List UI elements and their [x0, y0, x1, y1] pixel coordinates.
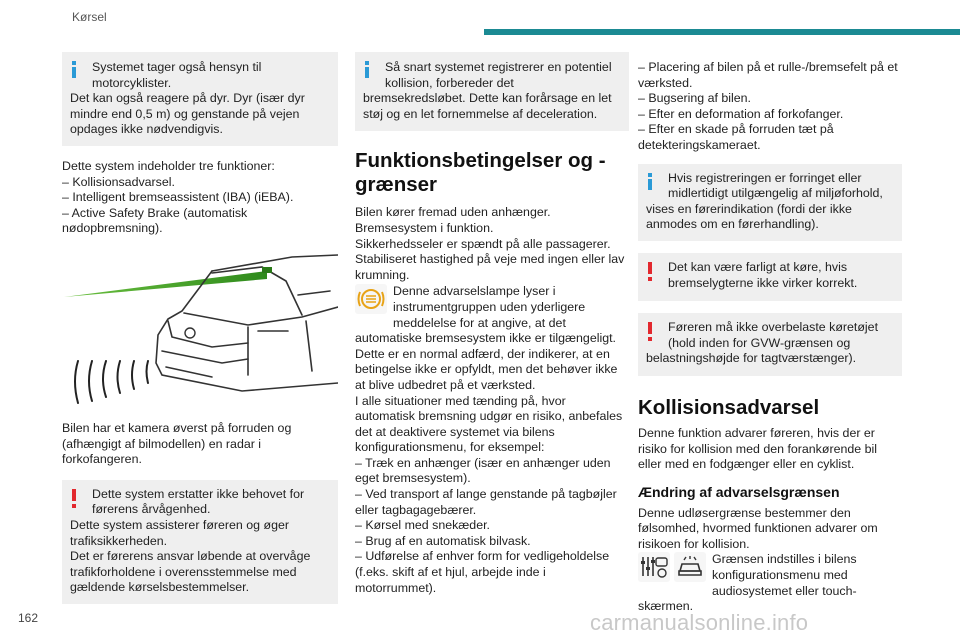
warning-line: Føreren må ikke overbelaste køretøjet	[668, 320, 879, 335]
radar-waves	[75, 361, 148, 403]
list-item: – Efter en deformation af forkofanger.	[638, 106, 844, 121]
warning-line: Dette system erstatter ikke behovet for	[92, 486, 305, 501]
lamp-text: Denne advarselslampe lyser i instrumentgruppen uden yderligere meddelelse for at angive, at det automatiske bremsesystem ikke er tilgængeligt.	[355, 284, 616, 346]
header-accent-bar	[484, 29, 960, 35]
threshold-text: Denne udløsergrænse bestemmer den følsomhed, hvormed funktionen advarer om risikoen for kollision.	[638, 505, 878, 551]
warning-line: Det kan være farligt at køre, hvis	[668, 259, 848, 274]
windshield-camera	[262, 267, 272, 273]
list-item: – Brug af en automatisk bilvask.	[355, 533, 531, 548]
info-note	[355, 52, 629, 131]
brand-badge	[185, 328, 195, 338]
info-note	[638, 164, 902, 241]
section-heading: Kollisionsadvarsel	[638, 395, 820, 419]
section-title: Kørsel	[72, 10, 107, 24]
info-note	[62, 52, 338, 146]
behavior-text: Dette er en normal adfærd, der indikerer, at en betingelse ikke er opfyldt, men det behøver ikke at blive udbedret på et værksted.	[355, 346, 618, 392]
note-line: Systemet tager også hensyn til	[92, 60, 262, 74]
note-line: kollision, forbereder det	[385, 75, 514, 90]
condition: Sikkerhedsseler er spændt på alle passagerer.	[355, 236, 611, 251]
column-1	[62, 52, 338, 604]
warning-text: Det er førerens ansvar løbende at overvåge trafikforholdene i overensstemmelse med gældende kørselsbestemmelser.	[70, 549, 311, 595]
note-line: Hvis registreringen er forringet eller	[668, 170, 862, 185]
warning-note	[638, 313, 902, 376]
camera-beam	[64, 271, 267, 297]
warning-icon	[72, 489, 76, 508]
list-item: – Bugsering af bilen.	[638, 91, 751, 106]
list-item: – Active Safety Brake (automatisk nødopbremsning).	[62, 205, 248, 236]
note-text: vises en førerindikation (fordi der ikke anmodes om en førerhandling).	[646, 201, 852, 232]
note-line: midlertidigt utilgængelig af miljøforhold,	[668, 186, 883, 201]
warning-text: belastningshøjde for tagtværstænger).	[646, 351, 857, 366]
warning-note	[638, 253, 902, 301]
lamp-paragraph	[355, 284, 629, 346]
section-heading: Funktionsbetingelser og -grænser	[355, 149, 606, 197]
page-number: 162	[18, 611, 39, 625]
settings-paragraph	[638, 552, 902, 614]
van-radar-illustration	[62, 251, 338, 409]
list-item: – Placering af bilen på et rulle-/bremsefelt på et værksted.	[638, 60, 898, 90]
warning-line: bremselygterne ikke virker korrekt.	[668, 275, 858, 290]
warning-line: førerens årvågenhed.	[92, 502, 211, 517]
list-item: – Træk en anhænger (især en anhænger uden eget bremsesystem).	[355, 455, 611, 486]
info-icon	[72, 61, 76, 78]
list-item: – Udførelse af enhver form for vedligeholdelse (f.eks. skift af et hjul, arbejde inde i motorrummet).	[355, 549, 610, 595]
condition: Bremsesystem i funktion.	[355, 220, 494, 235]
warning-note	[62, 480, 338, 604]
column-3	[638, 60, 902, 615]
list-item: – Kørsel med snekæder.	[355, 518, 490, 533]
info-icon	[365, 61, 369, 78]
situations-intro: I alle situationer med tænding på, hvor automatisk bremsning udgør en risiko, anbefales det at deaktivere systemet via bilens konfigurationsmenu, for eksempel:	[355, 393, 623, 455]
warning-icon	[648, 262, 652, 281]
list-item: – Efter en skade på forruden tæt på detekteringskameraet.	[638, 122, 834, 152]
list-item: – Kollisionsadvarsel.	[62, 174, 175, 189]
settings-text: Grænsen indstilles i bilens konfigurationsmenu med audiosystemet eller touch-skærmen.	[638, 552, 857, 614]
condition: Bilen kører fremad uden anhænger.	[355, 205, 551, 220]
note-text: Det kan også reagere på dyr. Dyr (især dyr mindre end 0,5 m) og genstande på vejen opdages ikke nødvendigvis.	[70, 91, 305, 137]
list-item: – Intelligent bremseassistent (IBA) (iEBA).	[62, 190, 294, 205]
warning-text: Dette system assisterer føreren og øger trafiksikkerheden.	[70, 517, 289, 548]
collision-text: Denne funktion advarer føreren, hvis der er risiko for kollision med den forankørende bil eller med en fodgænger eller en cyklist.	[638, 425, 877, 472]
camera-text: Bilen har et kamera øverst på forruden og (afhængigt af bilmodellen) en radar i forkofangeren.	[62, 420, 292, 467]
car-collision-icon	[674, 552, 706, 582]
column-2	[355, 52, 629, 596]
note-line: Så snart systemet registrerer en potentiel	[385, 60, 612, 74]
watermark: carmanualsonline.info	[590, 610, 809, 635]
car-camera-illustration	[62, 251, 338, 409]
note-text: bremsekredsløbet. Dette kan forårsage en let støj og en let fornemmelse af deceleration.	[363, 91, 612, 121]
warning-line: (hold inden for GVW-grænsen og	[668, 335, 851, 350]
condition: Stabiliseret hastighed på veje med ingen eller lav krumning.	[355, 252, 625, 282]
list-item: – Ved transport af lange genstande på tagbøjler eller tagbagagebærer.	[355, 487, 617, 517]
note-line: motorcyklister.	[92, 75, 172, 90]
functions-intro: Dette system indeholder tre funktioner:	[62, 158, 275, 173]
warning-lamp-icon	[355, 284, 387, 314]
subsection-heading: Ændring af advarselsgrænsen	[638, 483, 840, 500]
warning-icon	[648, 322, 652, 341]
info-icon	[648, 173, 652, 190]
settings-menu-icon	[638, 552, 670, 582]
